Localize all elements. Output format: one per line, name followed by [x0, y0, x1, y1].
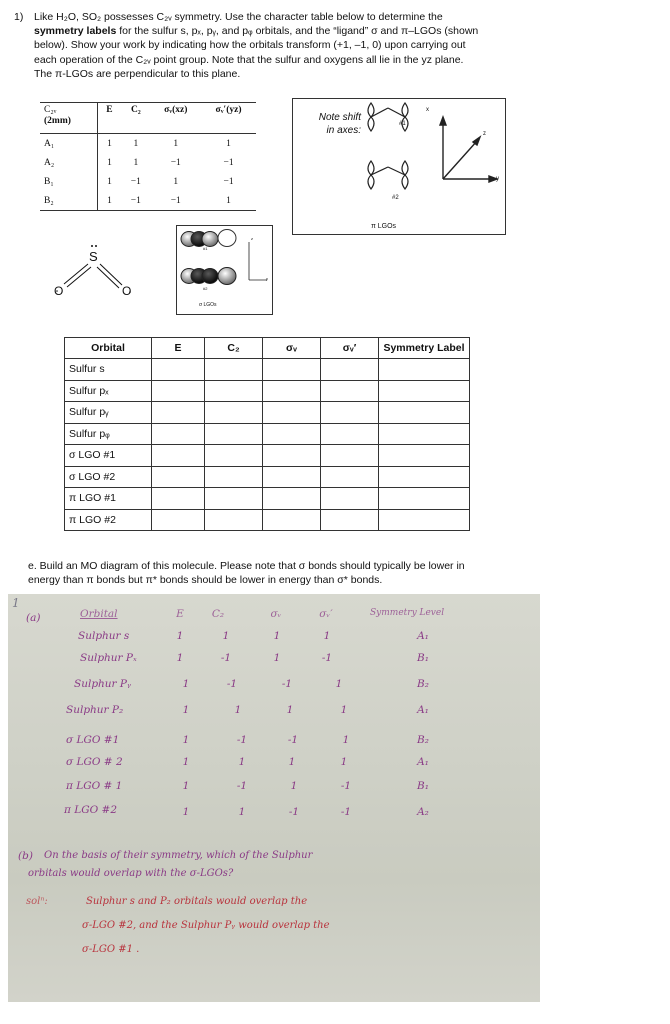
hw-value: 1 [273, 652, 281, 664]
axis-y-label: y [496, 176, 499, 182]
table-cell[interactable] [321, 466, 379, 488]
note-line-1: Note shift [318, 112, 361, 123]
sigma-axis-z-label: z [251, 236, 253, 241]
sigma-lgo-drawing [177, 226, 272, 314]
hw-value: 1 [290, 780, 298, 792]
ct-cell: 1 [107, 138, 112, 149]
hw-value: 1 [286, 704, 294, 716]
orbital-name: σ LGO #1 [65, 445, 152, 467]
hw-symmetry-label: A₁ [417, 756, 429, 768]
hw-symmetry-label: B₂ [417, 734, 429, 746]
table-row [65, 509, 470, 531]
hw-value: 1 [182, 780, 190, 792]
hw-value: 1 [340, 704, 348, 716]
table-cell[interactable] [152, 359, 205, 381]
sigma-v-header: σᵥ [263, 338, 321, 359]
table-cell[interactable] [263, 380, 321, 402]
table-cell[interactable] [152, 380, 205, 402]
ct-row-label: A₁ [40, 134, 97, 154]
ct-header-C2: C₂ [121, 103, 150, 134]
pi-lgo-figure [292, 98, 506, 235]
table-cell[interactable] [321, 359, 379, 381]
table-cell[interactable] [321, 380, 379, 402]
hw-value: 1 [176, 652, 184, 664]
table-row [65, 445, 470, 467]
ct-cell: −1 [170, 195, 181, 206]
hw-header-orbital: Orbital [80, 608, 118, 620]
table-row [65, 488, 470, 510]
hw-header-sigma-v: σᵥ [270, 608, 282, 620]
question-line-5: The π-LGOs are perpendicular to this plane. [34, 67, 241, 80]
hw-b-answer-line-1: Sulphur s and P₂ orbitals would overlap the [86, 896, 308, 907]
table-cell[interactable] [379, 402, 470, 424]
table-row [65, 423, 470, 445]
table-cell[interactable] [263, 402, 321, 424]
question-number: 1) [14, 11, 24, 23]
hw-b-question-line-2: orbitals would overlap with the σ-LGOs? [28, 868, 234, 879]
sigma-lgo-1 [181, 230, 236, 247]
ct-cell: 1 [107, 157, 112, 168]
sigma-lgo-1-label: #1 [203, 246, 208, 251]
table-cell[interactable] [379, 423, 470, 445]
ct-cell: −1 [223, 157, 234, 168]
part-e-text [28, 559, 538, 587]
orbital-name: Sulfur pᵧ [65, 402, 152, 424]
table-cell[interactable] [379, 359, 470, 381]
hw-symmetry-label: B₁ [417, 652, 429, 664]
part-e-line-1: e. Build an MO diagram of this molecule. Please note that σ bonds should typically be lower in [28, 560, 465, 572]
hw-value: -1 [288, 806, 300, 818]
table-cell[interactable] [205, 488, 263, 510]
hw-value: 1 [273, 630, 281, 642]
hw-solution-marker: solⁿ: [26, 896, 48, 907]
sigma-lgo-2 [181, 268, 236, 285]
hw-symmetry-label: B₁ [417, 780, 429, 792]
hw-value: 1 [182, 734, 190, 746]
axis-x-label: x [426, 107, 429, 113]
ct-cell: −1 [170, 157, 181, 168]
hw-value: 1 [238, 806, 246, 818]
ct-row-label: B₂ [40, 191, 97, 210]
hw-orbital-name: π LGO # 1 [66, 780, 123, 792]
table-row [65, 359, 470, 381]
point-group-label: C₂ᵥ [44, 105, 57, 115]
hw-orbital-name: Sulphur Pᵧ [74, 678, 131, 690]
table-cell[interactable] [263, 488, 321, 510]
table-cell[interactable] [379, 488, 470, 510]
hw-part-b: (b) [18, 850, 33, 862]
hw-value: -1 [287, 734, 299, 746]
question-line-3: below). Show your work by indicating how the orbitals transform (+1, –1, 0) upon carrying out [34, 39, 466, 52]
hw-symmetry-label: A₂ [417, 806, 429, 818]
sigma-axis-y-label: y [266, 276, 268, 281]
hw-orbital-name: σ LGO # 2 [66, 756, 123, 768]
pi-lgo-2 [368, 161, 408, 189]
hw-value: 1 [222, 630, 230, 642]
ct-cell: 1 [226, 195, 231, 206]
hw-value: 1 [182, 806, 190, 818]
hw-value: -1 [236, 734, 248, 746]
table-cell[interactable] [321, 488, 379, 510]
hw-b-answer-line-3: σ-LGO #1 . [82, 944, 140, 955]
hw-symmetry-label: A₁ [417, 630, 429, 642]
ct-cell: 1 [226, 138, 231, 149]
sulfur-atom: S [89, 249, 98, 264]
sigma-lgo-caption: σ LGOs [199, 302, 217, 308]
orbital-name: Sulfur pₓ [65, 380, 152, 402]
point-group-alt: (2mm) [44, 116, 71, 126]
ct-cell: 1 [173, 138, 179, 149]
hw-value: -1 [220, 652, 232, 664]
ct-row [40, 134, 256, 154]
hw-orbital-name: Sulphur Pₓ [80, 652, 137, 664]
hw-value: -1 [340, 806, 352, 818]
table-cell[interactable] [321, 423, 379, 445]
table-cell[interactable] [205, 380, 263, 402]
hw-orbital-name: π LGO #2 [64, 804, 118, 816]
orbital-table [64, 337, 470, 531]
ct-header-sigma-v-prime: σᵥ′(yz) [201, 103, 256, 134]
ct-row-label: A₂ [40, 153, 97, 172]
handwritten-answer-photo [8, 594, 540, 1002]
orbital-name: π LGO #1 [65, 488, 152, 510]
hw-value: -1 [340, 780, 352, 792]
table-cell[interactable] [205, 509, 263, 531]
hw-value: 1 [176, 630, 184, 642]
ct-cell: 1 [107, 176, 112, 187]
table-cell[interactable] [263, 423, 321, 445]
ct-cell: 1 [107, 195, 112, 206]
sigma-v-prime-header: σᵥ′ [321, 338, 379, 359]
hw-value: -1 [236, 780, 248, 792]
table-cell[interactable] [205, 445, 263, 467]
table-cell[interactable] [321, 402, 379, 424]
ct-cell: −1 [130, 195, 141, 206]
table-cell[interactable] [152, 423, 205, 445]
hw-question-number: 1 [12, 596, 20, 610]
table-cell[interactable] [379, 445, 470, 467]
ct-cell: 1 [173, 176, 179, 187]
hw-value: 1 [182, 678, 190, 690]
question-line-4: each operation of the C₂ᵥ point group. Note that the sulfur and oxygens all lie in the yz plane. [34, 53, 464, 66]
table-cell[interactable] [263, 466, 321, 488]
hw-b-question-line-1: On the basis of their symmetry, which of the Sulphur [44, 850, 313, 861]
oxygen-atom-right: O [122, 284, 132, 298]
ct-row [40, 172, 256, 191]
pi-lgo-caption: π LGOs [371, 223, 397, 230]
orbital-name: Sulfur s [65, 359, 152, 381]
ct-header-sigma-v: σᵥ(xz) [150, 103, 201, 134]
table-cell[interactable] [379, 466, 470, 488]
table-cell[interactable] [379, 380, 470, 402]
table-cell[interactable] [263, 359, 321, 381]
question-line-1: Like H₂O, SO₂ possesses C₂ᵥ symmetry. Use the character table below to determine the [34, 11, 443, 23]
orbital-name: Sulfur pᵩ [65, 423, 152, 445]
hw-symmetry-label: A₁ [417, 704, 429, 716]
hw-value: -1 [226, 678, 238, 690]
c2-header: C₂ [205, 338, 263, 359]
hw-value: -1 [281, 678, 293, 690]
table-cell[interactable] [205, 423, 263, 445]
table-cell[interactable] [152, 509, 205, 531]
hw-value: 1 [335, 678, 343, 690]
table-row [65, 466, 470, 488]
note-line-2: in axes: [326, 125, 361, 136]
symmetry-label-header: Symmetry Label [379, 338, 470, 359]
e-header: E [152, 338, 205, 359]
table-cell[interactable] [263, 509, 321, 531]
table-cell[interactable] [205, 402, 263, 424]
hw-header-sigma-v-prime: σᵥ′ [319, 608, 333, 620]
ct-row [40, 153, 256, 172]
table-cell[interactable] [152, 402, 205, 424]
ct-row-label: B₁ [40, 172, 97, 191]
table-cell[interactable] [152, 466, 205, 488]
so2-molecule [52, 240, 142, 300]
hw-value: 1 [238, 756, 246, 768]
ct-cell: −1 [130, 176, 141, 187]
table-row [65, 402, 470, 424]
orbital-name: σ LGO #2 [65, 466, 152, 488]
ct-cell: −1 [223, 176, 234, 187]
hw-part-a: (a) [26, 612, 41, 624]
hw-orbital-name: Sulphur s [78, 630, 130, 642]
question-line-2 [34, 24, 539, 38]
question-line-2-rest: for the sulfur s, pₓ, pᵧ, and pᵩ orbitals, and the “ligand” σ and π–LGOs (shown [116, 25, 479, 38]
table-row [65, 380, 470, 402]
hw-value: 1 [342, 734, 350, 746]
character-table-group [40, 103, 97, 134]
hw-header-c2: C₂ [211, 608, 225, 620]
hw-value: 1 [288, 756, 296, 768]
pi-lgo-2-label: #2 [392, 195, 399, 201]
character-table [40, 102, 256, 211]
hw-value: 1 [182, 756, 190, 768]
part-e-line-2: energy than π bonds but π* bonds should be lower in energy than σ* bonds. [28, 574, 383, 586]
hw-orbital-name: Sulphur P₂ [66, 704, 124, 716]
hw-header-symmetry: Symmetry Level [370, 608, 445, 618]
hw-header-e: E [176, 608, 184, 620]
hw-value: 1 [323, 630, 331, 642]
ct-cell: 1 [133, 138, 139, 149]
pi-lgo-drawing [293, 99, 505, 234]
hw-orbital-name: σ LGO #1 [66, 734, 120, 746]
table-cell[interactable] [321, 509, 379, 531]
question-text [14, 10, 539, 81]
hw-symmetry-label: B₂ [417, 678, 429, 690]
sigma-lgo-figure [176, 225, 273, 315]
table-cell[interactable] [205, 359, 263, 381]
ct-header-E: E [97, 103, 121, 134]
hw-value: 1 [340, 756, 348, 768]
symmetry-labels-bold: symmetry labels [34, 25, 117, 38]
ct-row [40, 191, 256, 210]
table-cell[interactable] [205, 466, 263, 488]
table-cell[interactable] [263, 445, 321, 467]
hw-value: 1 [234, 704, 242, 716]
table-cell[interactable] [379, 509, 470, 531]
hw-b-answer-line-2: σ-LGO #2, and the Sulphur Pᵧ would overlap the [82, 920, 330, 931]
orbital-table-header [65, 338, 470, 359]
table-cell[interactable] [321, 445, 379, 467]
axis-z-label: z [483, 131, 486, 137]
oxygen-atom-left: O [54, 284, 64, 298]
hw-value: -1 [321, 652, 333, 664]
pi-lgo-1-label: #1 [399, 121, 406, 127]
table-cell[interactable] [152, 488, 205, 510]
hw-value: 1 [182, 704, 190, 716]
orbital-header: Orbital [65, 338, 152, 359]
orbital-name: π LGO #2 [65, 509, 152, 531]
table-cell[interactable] [152, 445, 205, 467]
ct-cell: 1 [133, 157, 139, 168]
sigma-lgo-2-label: #2 [203, 286, 208, 291]
